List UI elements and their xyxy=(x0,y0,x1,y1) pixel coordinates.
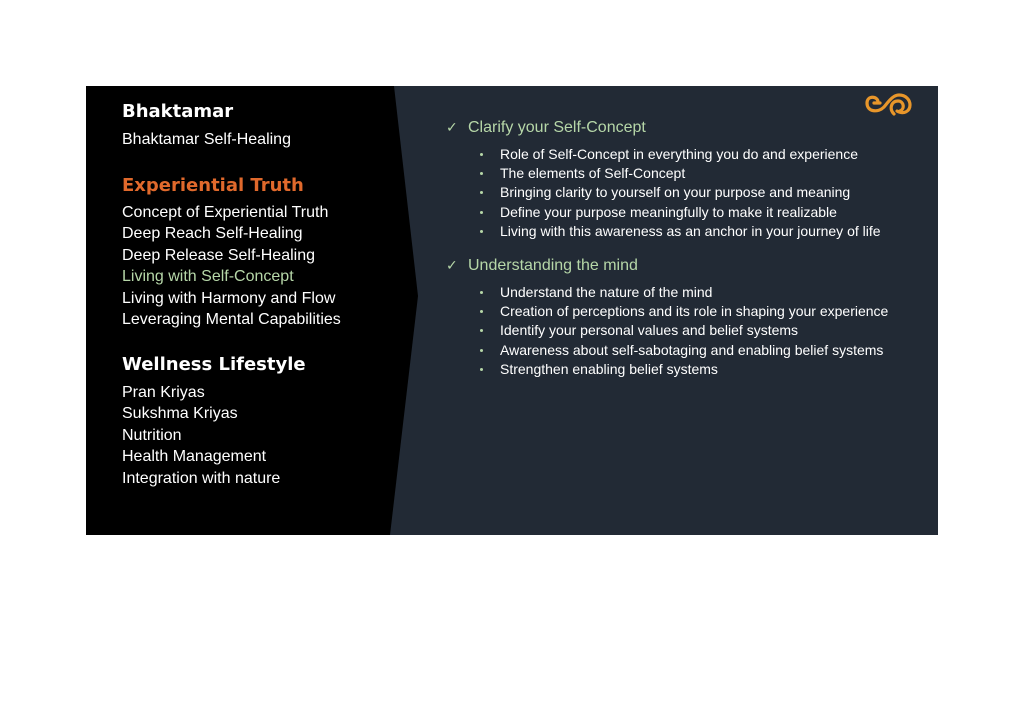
list-item: Identify your personal values and belief systems xyxy=(478,321,888,340)
list-item: Awareness about self-sabotaging and enabling belief systems xyxy=(478,341,888,360)
section-title-experiential-truth: Experiential Truth xyxy=(122,175,304,196)
list-item: The elements of Self-Concept xyxy=(478,164,881,183)
menu-item-sukshma-kriyas: Sukshma Kriyas xyxy=(122,405,238,423)
menu-item-concept-of-experiential-truth: Concept of Experiential Truth xyxy=(122,204,329,221)
bhaktamar-menu xyxy=(122,129,291,150)
menu-item-nutrition: Nutrition xyxy=(122,426,182,444)
list-item: Bringing clarity to yourself on your purpose and meaning xyxy=(478,183,881,202)
brand-logo-icon xyxy=(864,89,916,119)
bullet-list xyxy=(446,145,881,241)
menu-item-deep-release-self-healing: Deep Release Self-Healing xyxy=(122,246,315,264)
list-item: Creation of perceptions and its role in shaping your experience xyxy=(478,302,888,321)
wellness-lifestyle-menu xyxy=(122,382,280,489)
menu-item-deep-reach-self-healing: Deep Reach Self-Healing xyxy=(122,225,303,243)
slide xyxy=(86,86,938,535)
group-heading xyxy=(446,117,881,139)
section-title-bhaktamar: Bhaktamar xyxy=(122,101,234,122)
menu-item-pran-kriyas: Pran Kriyas xyxy=(122,384,205,401)
section-title-wellness-lifestyle: Wellness Lifestyle xyxy=(122,354,306,375)
content-group-self-concept xyxy=(446,117,881,241)
experiential-truth-menu xyxy=(122,202,341,330)
check-icon: ✓ xyxy=(446,120,458,136)
list-item: Strengthen enabling belief systems xyxy=(478,360,888,379)
bullet-list xyxy=(446,283,888,379)
menu-item-leveraging-mental-capabilities: Leveraging Mental Capabilities xyxy=(122,311,341,329)
group-heading-text: Understanding the mind xyxy=(468,257,638,274)
list-item: Define your purpose meaningfully to make it realizable xyxy=(478,203,881,222)
menu-item-living-with-harmony-and-flow: Living with Harmony and Flow xyxy=(122,289,336,307)
list-item: Living with this awareness as an anchor in your journey of life xyxy=(478,222,881,241)
check-icon: ✓ xyxy=(446,258,458,274)
menu-item-bhaktamar-self-healing: Bhaktamar Self-Healing xyxy=(122,131,291,148)
menu-item-health-management: Health Management xyxy=(122,448,267,466)
menu-item-living-with-self-concept: Living with Self-Concept xyxy=(122,268,294,286)
list-item: Understand the nature of the mind xyxy=(478,283,888,302)
menu-item-integration-with-nature: Integration with nature xyxy=(122,469,281,487)
content-group-understanding-mind xyxy=(446,255,888,379)
group-heading xyxy=(446,255,888,277)
group-heading-text: Clarify your Self-Concept xyxy=(468,119,646,136)
list-item: Role of Self-Concept in everything you do and experience xyxy=(478,145,881,164)
